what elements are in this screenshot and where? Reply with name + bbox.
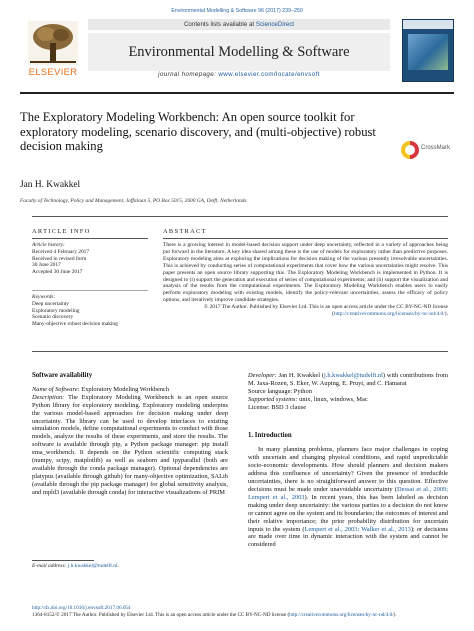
developer-line [248,372,448,388]
keyword-item: Deep uncertainty [32,300,69,307]
journal-homepage [88,71,390,78]
abstract-heading: ABSTRACT [163,228,207,235]
license-line: License: BSD 3 clause [248,403,307,411]
homepage-label: journal homepage: [158,71,219,78]
source-language: Source language: Python [248,387,312,395]
abstract-text: There is a growing interest in model-based decision support under deep uncertainty, reflected in a variety of approaches being put forward in the literature. A key idea shared among these is the use of models for exploratory rather than predictive purposes. Exploratory modeling aims at exploring the implications for decision making of the various presently irresolvable uncertainties. This is achieved by conducting series of computational experiments that cover how the various uncertainties might resolve. This paper presents an open source library supporting this. The Exploratory Modeling Workbench is implemented in Python. It is designed to (i) support the generation and execution of series of computational experiments; and (ii) support the visualization and analysis of the results from the computational experiments. The Exploratory Modeling Workbench enables users to easily perform exploratory modeling with existing models, identify the policy-relevant uncertainties, assess the efficacy of policy options, and iteratively improve candidate strategies. [163,242,449,304]
keyword-item: Many-objective robust decision making [32,321,118,328]
history-line: Accepted 30 June 2017 [32,269,83,276]
introduction-heading: 1. Introduction [248,431,292,439]
footer [32,605,397,618]
intro-text-mid: ). In recent years, this has been labeled as decision making under deep uncertainty: the various parties to a decision do not know or cannot agree on the system and its boundaries; the outcomes of interest and their relative importance; the prior probability distribution for uncertain inputs to the system ( [248,493,448,533]
issn-line [32,612,397,619]
history-keywords-rule [32,290,148,291]
abstract-rule [163,238,448,239]
elsevier-tree-icon [28,21,78,65]
intro-text-start: In many planning problems, planners face major challenges in coping with uncertain and changing physical conditions, and rapid unpredictable socio-economic developments. How should planners and decision makers address this confluence of uncertainty? Given the presence of irreducible uncertainties, there is no straightforward answer to this question. Effective decisions must be made under unavoidable uncertainty ( [248,446,448,493]
masthead [20,19,454,89]
intro-text-end: ); or decisions are made over time in dynamic interaction with the system and cannot be considered [248,525,448,549]
keywords-label: Keywords: [32,294,56,300]
article-history [32,242,89,276]
crossmark-badge[interactable] [401,141,449,159]
footnote-rule [32,560,94,561]
crossmark-icon-center [405,145,415,155]
license-text: © 2017 The Author. Published by Elsevier Ltd. This is an open access article under the CC BY-NC-ND license ( [203,304,448,318]
doi-link[interactable]: http://dx.doi.org/10.1016/j.envsoft.2017.06.054 [32,605,131,611]
software-heading: Software availability [32,372,93,379]
keywords [32,294,118,328]
software-availability [32,372,228,497]
developer-email-link[interactable]: j.h.kwakkel@tudelft.nl [323,372,383,379]
software-name-value: Exploratory Modeling Workbench [81,385,170,393]
history-line: 30 June 2017 [32,262,61,269]
cover-image [408,34,448,70]
software-name-line [32,386,228,394]
software-desc-label: Description: [32,393,65,401]
developer-label: Developer: [248,372,277,379]
systems-label: Supported systems: [248,395,298,403]
author-name: Jan H. Kwakkel [20,180,81,190]
license-link[interactable]: http://creativecommons.org/licenses/by-nc-nd/4.0/ [333,311,445,318]
history-label: Article history: [32,242,65,248]
developer-name: Jan H. Kwakkel ( [278,372,324,379]
history-line: Received in revised form [32,255,87,262]
citation-link[interactable]: Lempert et al., 2003; Walker et al., 2013 [304,525,411,533]
introduction-paragraph [248,446,448,549]
journal-title: Environmental Modelling & Software [88,33,390,71]
contents-prefix: Contents lists available at [183,21,256,28]
software-details [248,372,448,549]
masthead-center [88,19,390,81]
masthead-divider [20,92,454,94]
info-top-rule [32,216,448,217]
crossmark-label: CrossMark [421,145,451,151]
article-title: The Exploratory Modeling Workbench: An open source toolkit for exploratory modeling, scenario discovery, and (multi-objective) robust decision making [20,110,376,154]
author-affiliation: Faculty of Technology, Policy and Management, Jaffalaan 5, PO Box 5015, 2600 GA, Delft, Netherlands [20,198,247,204]
abstract-body [163,242,448,318]
footer-license-link[interactable]: http://creativecommons.org/licenses/by-nc-nd/4.0/ [289,611,394,618]
keyword-item: Exploratory modeling [32,307,80,314]
citation-link[interactable]: Dessai et al., 2009; Lempert et al., 2003 [248,485,448,501]
developer-rest: ) with contributions from M. Jaxa-Rozen, S. Eker, W. Auping, E. Pruyt, and C. Hamarat [248,372,448,387]
elsevier-logo[interactable] [20,19,84,81]
software-desc-line [32,394,228,497]
issn-text: 1364-8152/© 2017 The Author. Published by Elsevier Ltd. This is an open access article under the CC BY-NC-ND license ( [32,611,290,618]
elsevier-wordmark: ELSEVIER [28,67,78,78]
contents-line [88,19,390,30]
abstract-bottom-rule [32,351,448,352]
sciencedirect-link[interactable]: ScienceDirect [255,21,295,28]
software-desc-value: The Exploratory Modeling Workbench is an open source Python library for exploratory modeling. Exploratory modeling underpins the various model-based approaches for decision making under deep uncertainty. The library can be used to develop interfaces to existing simulation models, define computational experiments to conduct with those models, analyze the results of these experiments, and store the results. The software is available through pip, a Python package manager: pip install ema_workbench. It depends on the Python scientific computing stack (numpy, scipy, matplotlib) as well as seaborn and ipyparallel (both are available through the conda package manager). Optional dependencies are platypus (available through github) for many-objective optimization, SALib (available through the pip package manager) for global sensitivity analysis, and mpld3 (available through conda) for interactive visualizations of PRIM [32,393,228,496]
footnote [32,563,119,569]
footnote-end: . [117,563,119,569]
issn-end: ). [393,611,397,618]
article-info-rule [32,238,148,239]
journal-reference[interactable]: Environmental Modelling & Software 96 (2017) 239–250 [171,8,303,14]
keyword-item: Scenario discovery [32,314,74,321]
supported-systems-line [248,396,448,404]
article-info-heading: ARTICLE INFO [32,228,91,235]
systems-value: unix, linux, windows, Mac [299,395,368,403]
footnote-email-link[interactable]: j.h.kwakkel@tudelft.nl [67,563,118,569]
cover-band [403,20,453,29]
footnote-label: E-mail address: [32,563,68,569]
homepage-link[interactable]: www.elsevier.com/locate/envsoft [218,71,320,78]
abstract-license [163,304,448,318]
journal-cover-thumbnail[interactable] [402,19,454,82]
history-line: Received 4 February 2017 [32,248,90,255]
software-name-label: Name of Software: [32,385,80,393]
license-end: ). [444,311,448,318]
